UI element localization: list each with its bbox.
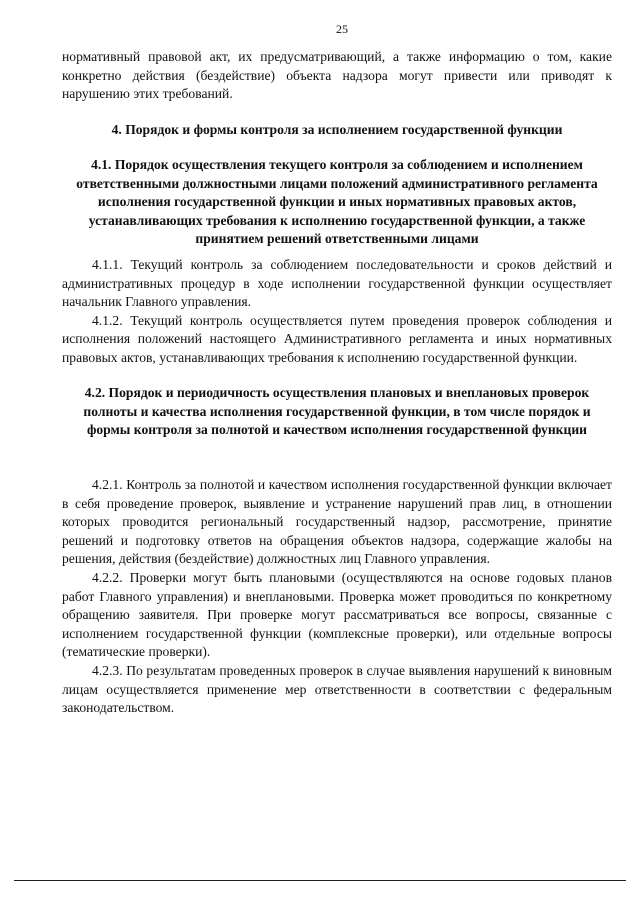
section-4-1-body — [62, 256, 612, 368]
section-4-1-heading: 4.1. Порядок осуществления текущего контроля за соблюдением и исполнением ответственными должностными лицами положений административного регламента исполнения государственной функции и иных нормативных правовых актов, устанавливающих требования к исполнению государственной функции, а также принятием решений ответственными лицами — [76, 157, 598, 247]
paragraph-4-1-2: 4.1.2. Текущий контроль осуществляется путем проведения проверок соблюдения и исполнения положений настоящего Административного регламента и иных нормативных правовых актов, устанавливающих требования к исполнению государственной функции. — [62, 312, 612, 365]
intro-paragraph: нормативный правовой акт, их предусматривающий, а также информацию о том, какие конкретно действия (бездействие) объекта надзора могут привести или приводят к нарушению этих требований. — [62, 49, 612, 102]
intro-block — [62, 48, 612, 104]
page-number: 25 — [336, 22, 348, 36]
paragraph-4-2-2: 4.2.2. Проверки могут быть плановыми (осуществляются на основе годовых планов работ Главного управления) и внеплановыми. Проверка может проводиться по конкретному обращению заявителя. При проверке могут рассматриваться все вопросы, связанные с исполнением государственной функции (комплексные проверки), или отдельные вопросы (тематические проверки). — [62, 569, 612, 660]
paragraph-4-2-3: 4.2.3. По результатам проведенных проверок в случае выявления нарушений к виновным лицам осуществляется применение мер ответственности в соответствии с федеральным законодательством. — [62, 662, 612, 716]
section-4-2-body — [62, 476, 612, 718]
footer-divider — [14, 880, 626, 881]
paragraph-4-2-1: 4.2.1. Контроль за полнотой и качеством исполнения государственной функции включает в себя проведение проверок, выявление и устранение нарушений прав лиц, в отношении которых проводится региональный государственный надзор, рассмотрение, принятие решений и подготовку ответов на обращения объектов надзора, содержащие жалобы на решения, действия (бездействие) должностных лиц Главного управления. — [62, 477, 612, 567]
paragraph-4-1-1: 4.1.1. Текущий контроль за соблюдением последовательности и сроков действий и административных процедур в ходе исполнении государственной функции осуществляет начальник Главного управления. — [62, 257, 612, 310]
section-4-2-heading: 4.2. Порядок и периодичность осуществления плановых и внеплановых проверок полноты и качества исполнения государственной функции, в том числе порядок и формы контроля за полнотой и качеством исполнения государственной функции — [83, 385, 591, 438]
section-4-heading: 4. Порядок и формы контроля за исполнением государственной функции — [111, 122, 563, 137]
